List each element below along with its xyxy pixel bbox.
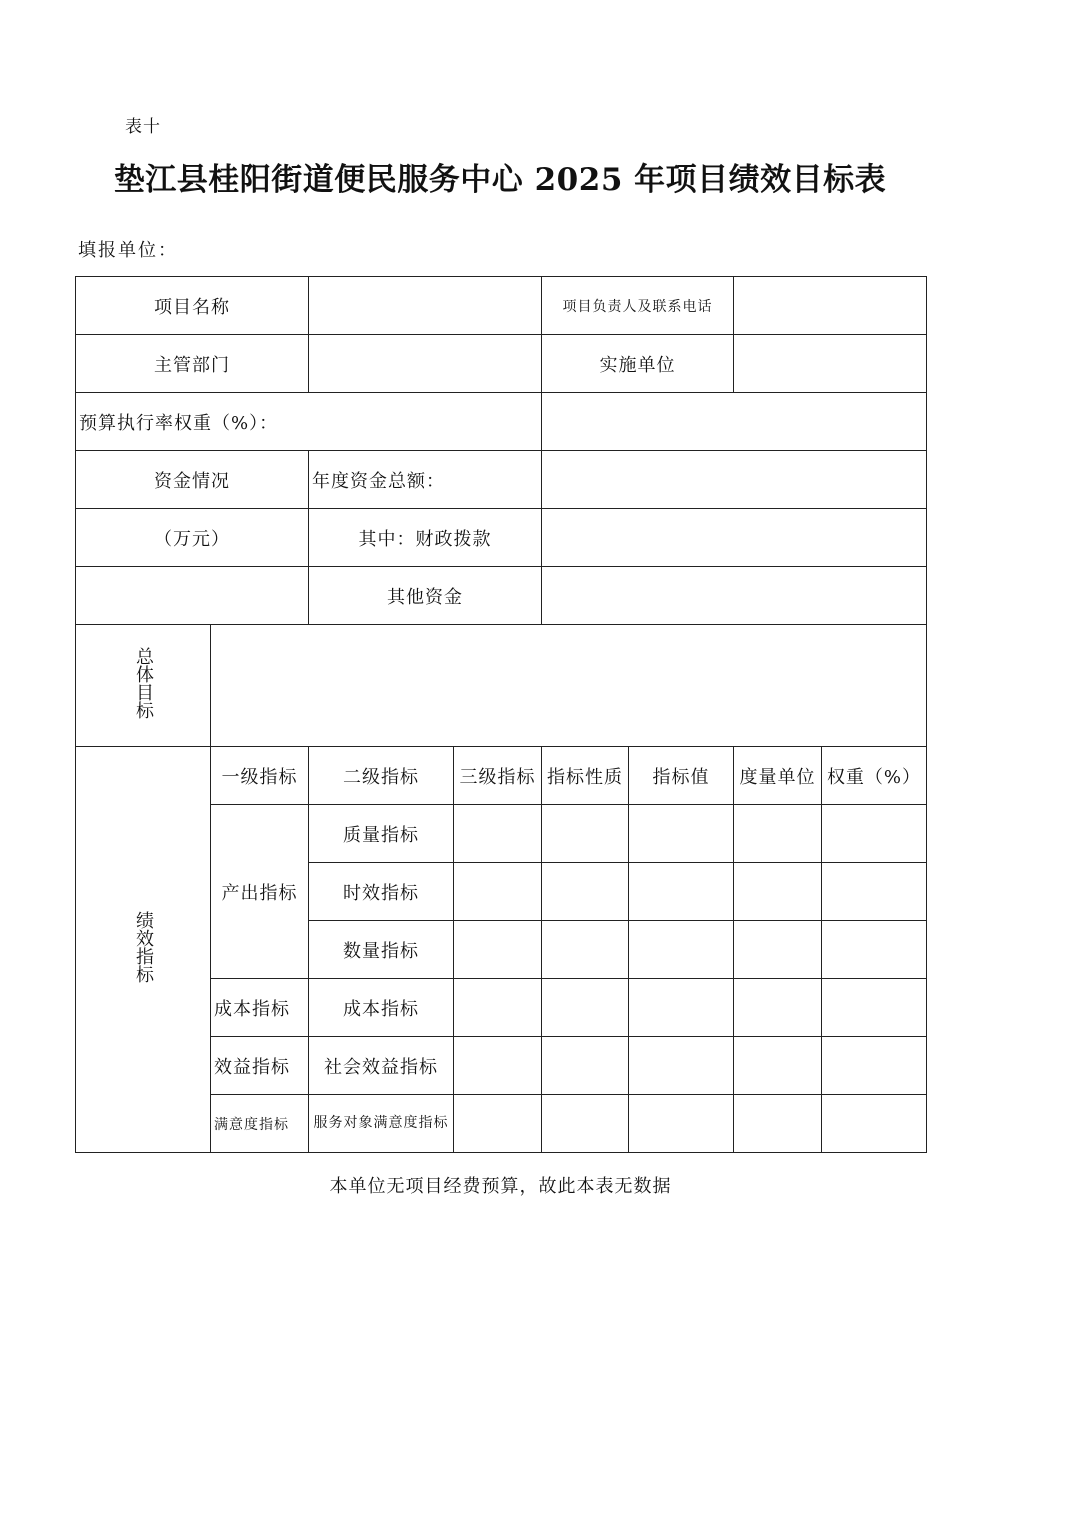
- page-title: [0, 154, 1000, 199]
- benefit-level1-label: 效益指标: [211, 1037, 309, 1095]
- perf-text: 绩效指标: [133, 911, 154, 983]
- table-row: [76, 625, 927, 747]
- cell[interactable]: [822, 1095, 927, 1153]
- table-number: 表十: [125, 117, 161, 137]
- table-row: [76, 509, 927, 567]
- cell[interactable]: [822, 979, 927, 1037]
- title-text: 垫江县桂阳街道便民服务中心 2025 年项目绩效目标表: [113, 162, 887, 198]
- cell[interactable]: [629, 979, 734, 1037]
- cell[interactable]: [542, 1095, 629, 1153]
- cell[interactable]: [542, 921, 629, 979]
- budget-rate-value[interactable]: [542, 393, 927, 451]
- project-name-label: 项目名称: [76, 277, 309, 335]
- cell[interactable]: [734, 1095, 822, 1153]
- cell[interactable]: [629, 1095, 734, 1153]
- cell[interactable]: [629, 805, 734, 863]
- output-label: 产出指标: [211, 805, 309, 979]
- table-row: [76, 335, 927, 393]
- table-row: [76, 747, 927, 805]
- implementer-label: 实施单位: [542, 335, 734, 393]
- cell[interactable]: [822, 805, 927, 863]
- overall-goal-value[interactable]: [211, 625, 927, 747]
- department-value[interactable]: [309, 335, 542, 393]
- cell[interactable]: [542, 1037, 629, 1095]
- project-name-value[interactable]: [309, 277, 542, 335]
- table-row: [76, 567, 927, 625]
- funds-empty-cell: [76, 567, 309, 625]
- funds-label: 资金情况: [76, 451, 309, 509]
- cell[interactable]: [734, 979, 822, 1037]
- cell[interactable]: [454, 863, 542, 921]
- satisfaction-level2-label: 服务对象满意度指标: [309, 1095, 454, 1153]
- header-value: 指标值: [629, 747, 734, 805]
- cell[interactable]: [734, 805, 822, 863]
- overall-goal-label: [76, 625, 211, 747]
- performance-target-table: [75, 276, 927, 1153]
- benefit-level2-label: 社会效益指标: [309, 1037, 454, 1095]
- cell[interactable]: [734, 1037, 822, 1095]
- table-row: [76, 277, 927, 335]
- table-row: [76, 451, 927, 509]
- project-owner-label: 项目负责人及联系电话: [542, 277, 734, 335]
- cost-level1-label: 成本指标: [211, 979, 309, 1037]
- cell[interactable]: [542, 863, 629, 921]
- cell[interactable]: [629, 921, 734, 979]
- cost-level2-label: 成本指标: [309, 979, 454, 1037]
- cell[interactable]: [542, 979, 629, 1037]
- header-level1: 一级指标: [211, 747, 309, 805]
- budget-rate-label: 预算执行率权重（%）：: [76, 393, 542, 451]
- other-funds-label: 其他资金: [309, 567, 542, 625]
- overall-goal-text: 总体目标: [133, 647, 154, 719]
- cell[interactable]: [822, 921, 927, 979]
- implementer-value[interactable]: [734, 335, 927, 393]
- quality-label: 质量指标: [309, 805, 454, 863]
- annual-total-label: 年度资金总额：: [309, 451, 542, 509]
- cell[interactable]: [454, 979, 542, 1037]
- cell[interactable]: [542, 805, 629, 863]
- cell[interactable]: [629, 1037, 734, 1095]
- cell[interactable]: [822, 863, 927, 921]
- cell[interactable]: [734, 863, 822, 921]
- timeliness-label: 时效指标: [309, 863, 454, 921]
- cell[interactable]: [822, 1037, 927, 1095]
- department-label: 主管部门: [76, 335, 309, 393]
- fill-unit-label: 填报单位：: [78, 240, 178, 261]
- header-nature: 指标性质: [542, 747, 629, 805]
- perf-label: [76, 747, 211, 1153]
- header-level3: 三级指标: [454, 747, 542, 805]
- header-weight: 权重（%）: [822, 747, 927, 805]
- header-unit: 度量单位: [734, 747, 822, 805]
- fiscal-label: 其中：财政拨款: [309, 509, 542, 567]
- wanyuan-label: （万元）: [76, 509, 309, 567]
- satisfaction-level1-label: 满意度指标: [211, 1095, 309, 1153]
- annual-total-value[interactable]: [542, 451, 927, 509]
- quantity-label: 数量指标: [309, 921, 454, 979]
- table-row: [76, 393, 927, 451]
- fiscal-value[interactable]: [542, 509, 927, 567]
- cell[interactable]: [454, 1037, 542, 1095]
- other-funds-value[interactable]: [542, 567, 927, 625]
- header-level2: 二级指标: [309, 747, 454, 805]
- cell[interactable]: [454, 921, 542, 979]
- project-owner-value[interactable]: [734, 277, 927, 335]
- cell[interactable]: [629, 863, 734, 921]
- footer-note: 本单位无项目经费预算，故此本表无数据: [329, 1176, 672, 1197]
- cell[interactable]: [734, 921, 822, 979]
- cell[interactable]: [454, 1095, 542, 1153]
- cell[interactable]: [454, 805, 542, 863]
